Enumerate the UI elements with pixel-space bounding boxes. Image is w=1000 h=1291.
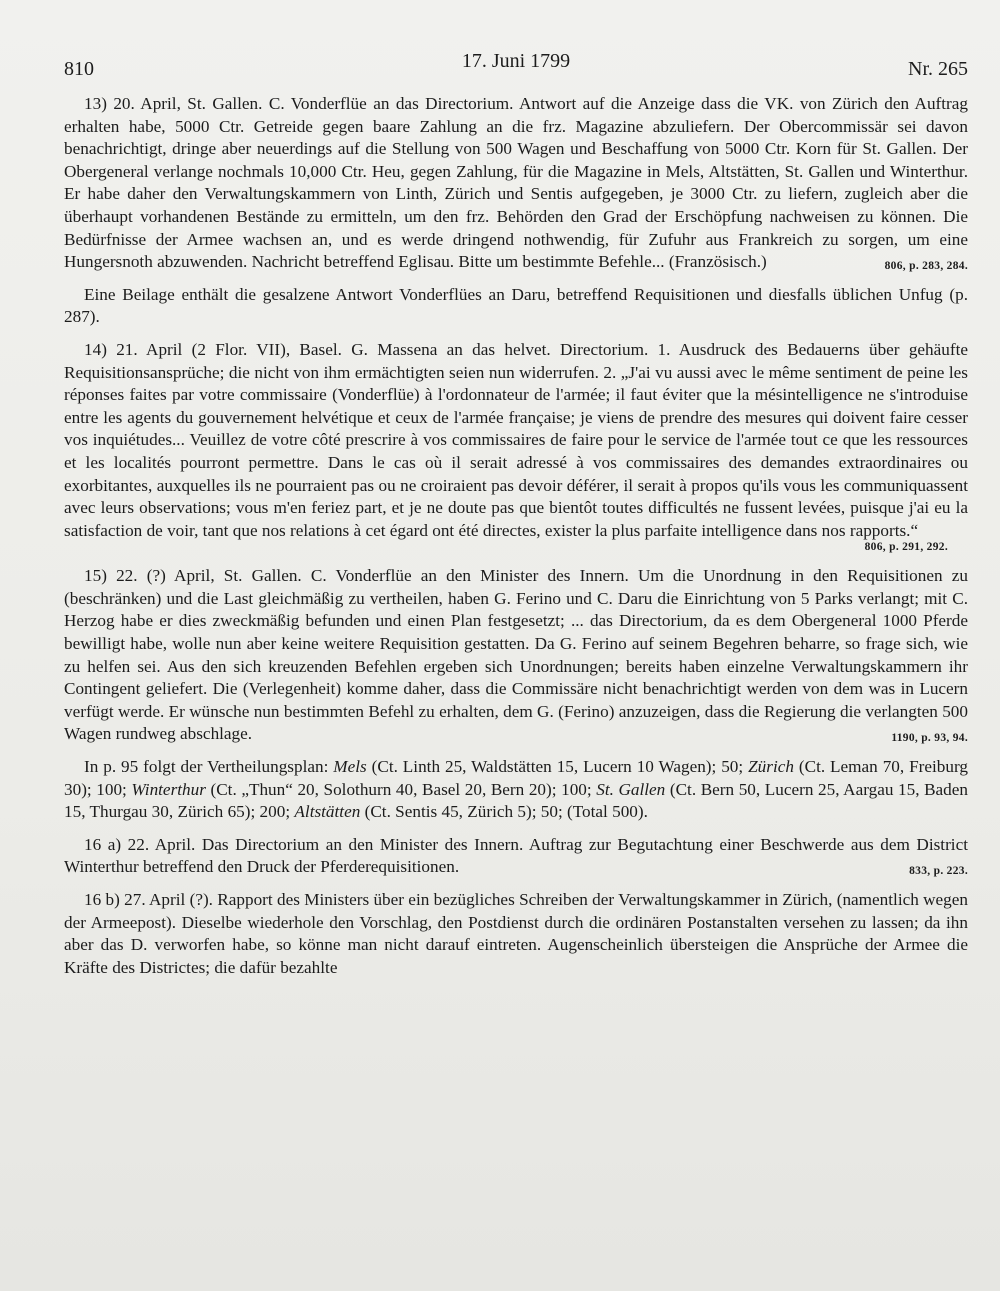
document-number: Nr. 265 bbox=[908, 58, 968, 80]
entry-14-text: 14) 21. April (2 Flor. VII), Basel. G. Massena an das helvet. Directorium. 1. Ausdruck des Bedauerns über gehäufte Requisitionsansprüche; die nicht von ihm ermächtigten seien nun widerrufen. 2. „J'ai vu aussi avec le même sentiment de peine les réponses faites par votre commissaire (Vonderflüe) à l'ordonnateur de l'armée; il faut éviter que la mésintelligence ne s'introduise entre les agents du gouvernement helvétique et ceux de l'armée française; je viens de prendre des mesures qui doivent faire cesser vos inquiétudes... Veuillez de votre côté prescrire à vos commissaires de faire pour le service de l'armée tout ce que les ressources et les localités pourront permettre. Dans le cas où il serait adressé à vos commissaires des demandes extraordinaires ou exorbitantes, auxquelles ils ne pourraient pas ou ne croiraient pas devoir déférer, il serait à propos qu'ils vous les communiquassent avec leurs observations; vous m'en feriez part, et je ne doute pas que bientôt toutes difficultés ne fussent levées, puisque j'ai eu la satisfaction de voir, tant que nos relations à cet égard ont été directes, exister la plus parfaite intelligence dans nos rapports.“ bbox=[64, 339, 968, 540]
plan-text-6: (Ct. Sentis 45, Zürich 5); 50; (Total 500). bbox=[360, 802, 648, 822]
entry-13-note bbox=[64, 284, 968, 329]
document-body bbox=[64, 93, 968, 989]
entry-16b bbox=[64, 889, 968, 979]
entry-16a bbox=[64, 834, 968, 879]
entry-16b-text: 16 b) 27. April (?). Rapport des Ministers über ein bezügliches Schreiben der Verwaltungskammer in Zürich, (namentlich wegen der Armeepost). Dieselbe wiederhole den Vorschlag, den Postdienst durch die ordinären Postanstalten versehen zu lassen; da ihn aber das D. verworfen habe, so könne man nicht darauf eintreten. Augenscheinlich übersteigen die Ansprüche der Armee die Kräfte des Districtes; die dafür bezahlte bbox=[64, 890, 968, 977]
place-mels: Mels bbox=[333, 757, 367, 777]
plan-text-5: (Ct. Bern 50, Lucern 25, Aargau 15, Baden 15, Thurgau 30, Zürich 65); 200; bbox=[64, 779, 968, 822]
entry-16a-reference: 833, p. 223. bbox=[909, 865, 968, 878]
entry-14 bbox=[64, 339, 968, 542]
entry-15-text: 15) 22. (?) April, St. Gallen. C. Vonderflüe an den Minister des Innern. Um die Unordnung in den Requisitionen zu (beschränken) und die Last gleichmäßig zu vertheilen, haben G. Ferino und C. Daru die Einrichtung von 5 Parks verlangt; mit C. Herzog habe er dies zweckmäßig befunden und einen Plan festgesetzt; ... das Directorium, da es dem Obergeneral 1000 Pferde bewilligt habe, wolle nun aber keine weitere Requisition gestatten. Da G. Ferino auf seinem Begehren beharre, so frage sich, wie zu helfen sei. Aus den sich kreuzenden Befehlen ergeben sich Unordnungen; bereits haben einzelne Verwaltungskammern ihr Contingent geliefert. Die (Verlegenheit) komme daher, dass die Commissäre nicht benachrichtigt werden von dem was in Lucern verfügt werde. Er wünsche nun bestimmten Befehl zu erhalten, dem G. (Ferino) anzuzeigen, dass die Regierung die verlangten 500 Wagen rundweg abschlage. bbox=[64, 566, 968, 744]
page-header bbox=[64, 50, 968, 78]
entry-15-reference: 1190, p. 93, 94. bbox=[891, 732, 968, 745]
entry-15-distribution-plan bbox=[64, 756, 968, 824]
entry-13 bbox=[64, 93, 968, 274]
plan-text-4: (Ct. „Thun“ 20, Solothurn 40, Basel 20, Bern 20); 100; bbox=[205, 779, 597, 799]
entry-13-reference: 806, p. 283, 284. bbox=[884, 260, 968, 273]
place-zurich: Zürich bbox=[748, 757, 794, 777]
entry-13-note-text: Eine Beilage enthält die gesalzene Antwort Vonderflües an Daru, betreffend Requisitionen und diesfalls üblichen Unfug (p. 287). bbox=[64, 284, 968, 327]
place-altstaetten: Altstätten bbox=[294, 802, 361, 822]
entry-14-reference: 806, p. 291, 292. bbox=[864, 541, 948, 554]
plan-text-2: (Ct. Linth 25, Waldstätten 15, Lucern 10 Wagen); 50; bbox=[366, 757, 749, 777]
entry-16a-text: 16 a) 22. April. Das Directorium an den Minister des Innern. Auftrag zur Begutachtung einer Beschwerde aus dem District Winterthur betreffend den Druck der Pferderequisitionen. bbox=[64, 834, 968, 877]
place-winterthur: Winterthur bbox=[131, 779, 206, 799]
header-date: 17. Juni 1799 bbox=[461, 50, 571, 72]
plan-text-1: In p. 95 folgt der Vertheilungsplan: bbox=[84, 757, 334, 777]
plan-text-3: (Ct. Leman 70, Freiburg 30); 100; bbox=[64, 757, 968, 799]
entry-15 bbox=[64, 565, 968, 746]
entry-13-text: 13) 20. April, St. Gallen. C. Vonderflüe an das Directorium. Antwort auf die Anzeige dass die VK. von Zürich den Auftrag erhalten habe, 5000 Ctr. Getreide gegen baare Zahlung an die frz. Magazine abzuliefern. Der Obercommissär sei davon benachrichtigt, dringe aber neuerdings auf die Stellung von 500 Wagen und Beschaffung von 5000 Ctr. Korn für St. Gallen. Der Obergeneral verlange nochmals 10,000 Ctr. Heu, gegen Zahlung, für die Magazine in Mels, Altstätten, St. Gallen und Winterthur. Er habe daher den Verwaltungskammern von Linth, Zürich und Sentis aufgegeben, je 3000 Ctr. zu liefern, zugleich aber die überhaupt vorhandenen Bestände zu ermitteln, um den frz. Behörden den Grad der Erschöpfung nachweisen zu können. Die Bedürfnisse der Armee wachsen an, und es werde dringend nothwendig, für Zufuhr aus Frankreich zu sorgen, um eine Hungersnoth abzuwenden. Nachricht betreffend Eglisau. Bitte um bestimmte Befehle... (Französisch.) bbox=[64, 94, 968, 272]
place-st-gallen: St. Gallen bbox=[596, 779, 666, 799]
page-number: 810 bbox=[64, 58, 94, 80]
